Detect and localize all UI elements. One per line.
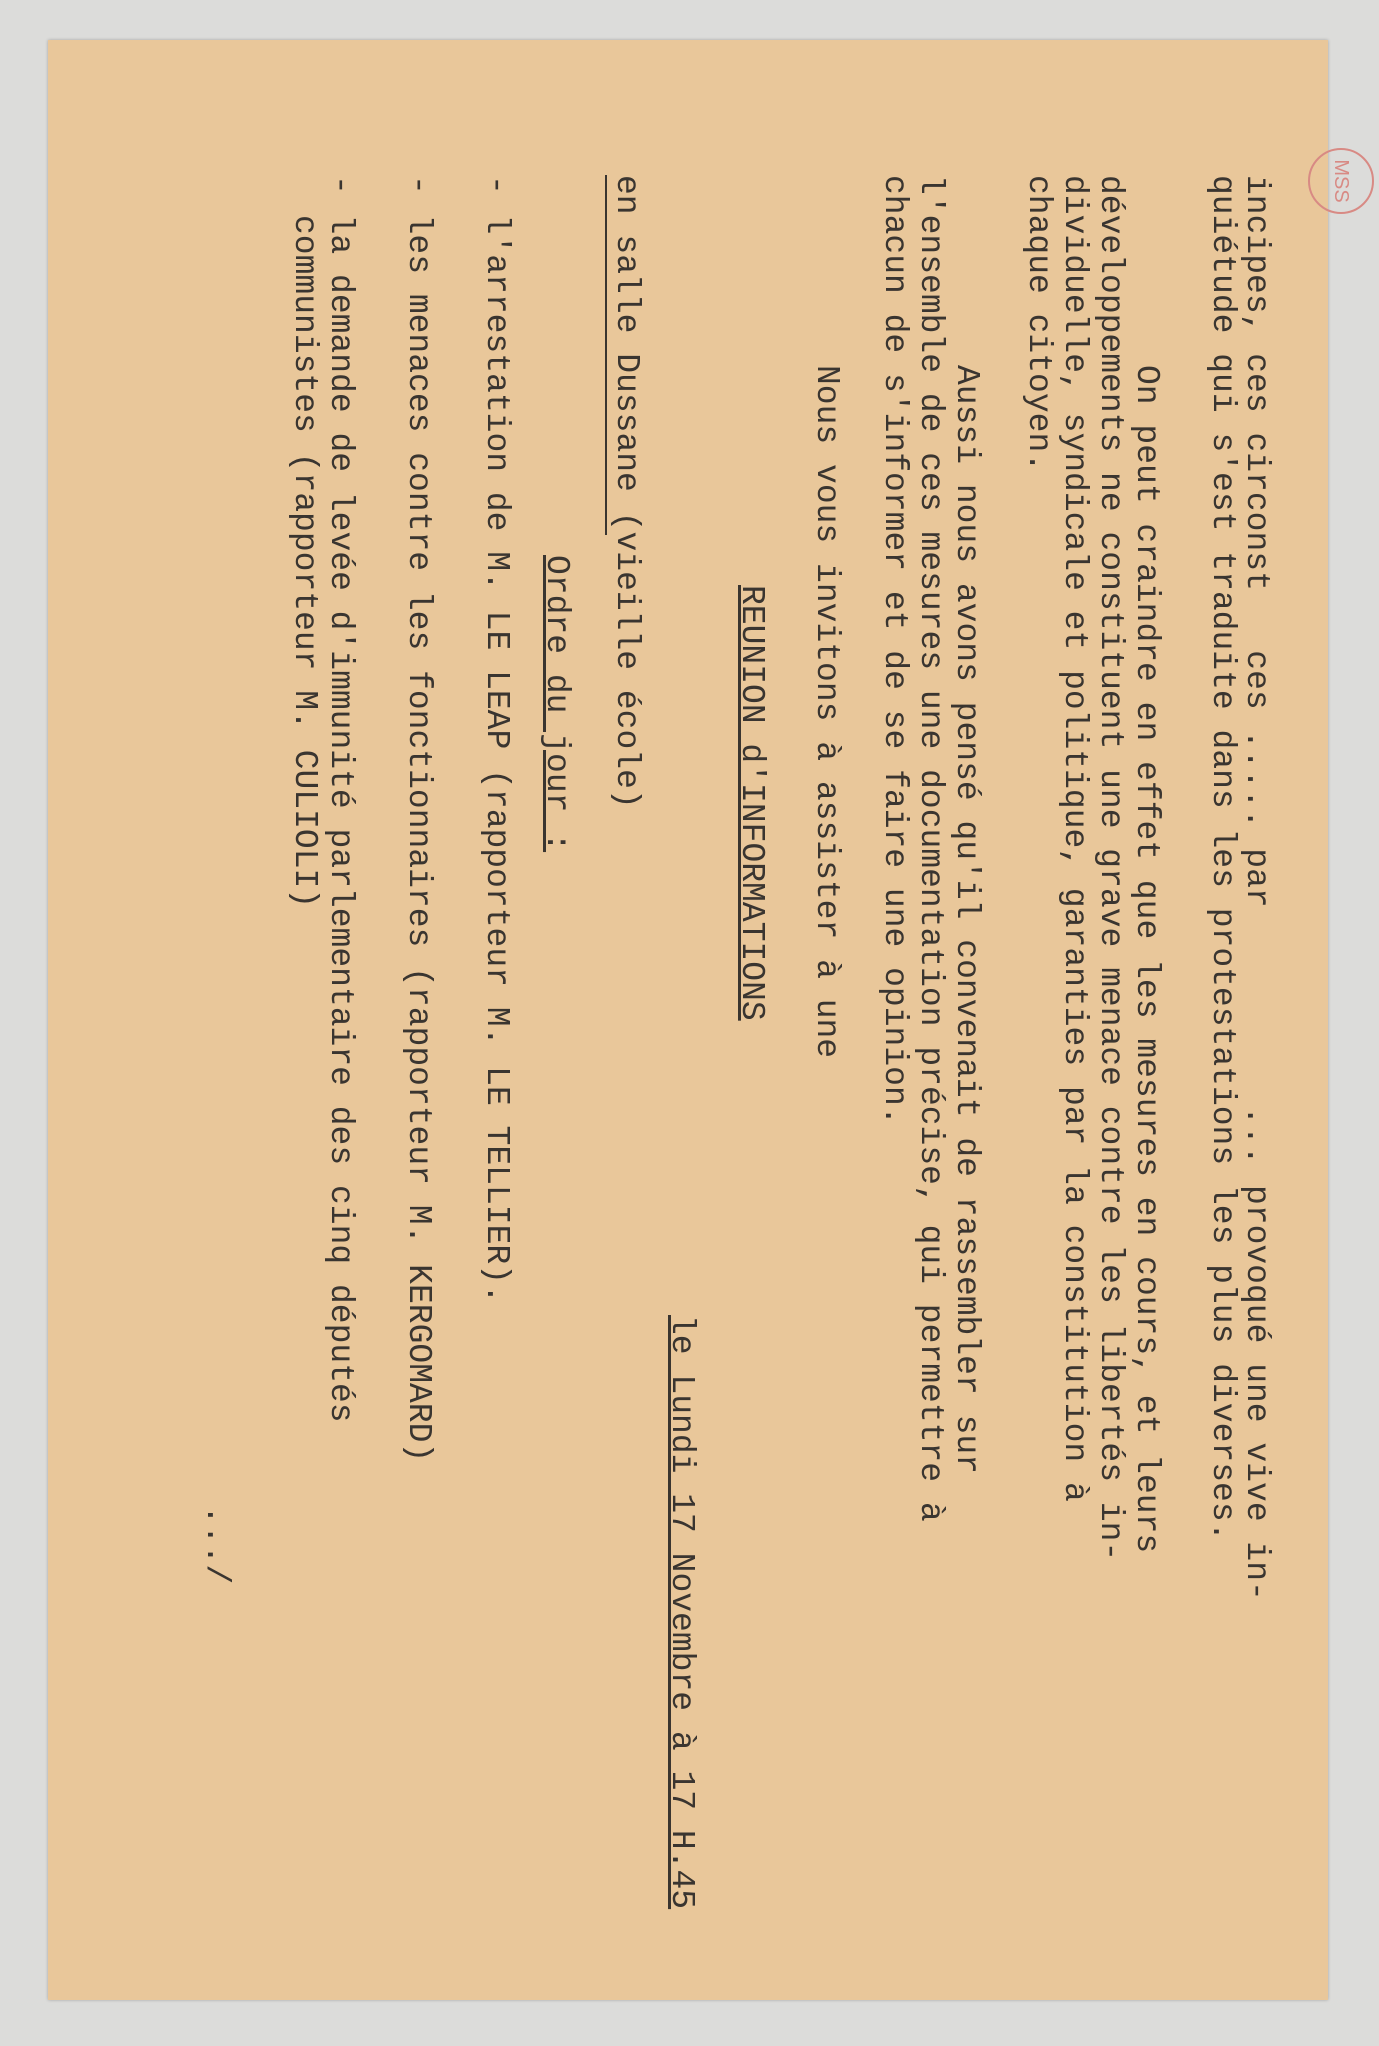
agenda-heading: Ordre du jour : [538, 555, 575, 853]
text-line-6: chaque citoyen. [1020, 175, 1057, 473]
text-line-3: On peut craindre en effet que les mesures en cours, et leurs [1128, 365, 1165, 1554]
text-line-2: quiétude qui s'est traduite dans les protestations les plus diverses. [1204, 175, 1241, 1542]
library-stamp: MSS [1308, 148, 1374, 214]
agenda-item-3-continued: communistes (rapporteur M. CULIOLI) [286, 215, 323, 909]
text-line-5: dividuelle, syndicale et politique, garanties par la constitution à [1056, 175, 1093, 1502]
text-line-9: chacun de s'informer et de se faire une opinion. [876, 175, 913, 1126]
text-line-8: l'ensemble de ces mesures une documentation précise, qui permettre à [912, 175, 949, 1522]
location-underline [605, 175, 607, 535]
text-line-1: incipes, ces circonst ces ..... par ... provoqué une vive in- [1238, 175, 1275, 1601]
meeting-date: le Lundi 17 Novembre à 17 H.45 [663, 1315, 700, 1910]
text-line-invitation: Nous vous invitons à assister à une [808, 365, 845, 1059]
continuation-mark: .../ [198, 1505, 235, 1585]
agenda-item-1: - l'arrestation de M. LE LEAP (rapporteur M. LE TELLIER). [478, 175, 515, 1304]
meeting-location: en salle Dussane (vieille école) [608, 175, 645, 809]
meeting-heading: REUNION d'INFORMATIONS [733, 585, 770, 1021]
text-line-4: développements ne constituent une grave menace contre les libertés in- [1092, 175, 1129, 1562]
agenda-item-3: - la demande de levée d'immunité parlementaire des cinq députés [322, 175, 359, 1423]
agenda-item-2: - les menaces contre les fonctionnaires (rapporteur M. KERGOMARD) [400, 175, 437, 1463]
text-line-7: Aussi nous avons pensé qu'il convenait de rassembler sur [948, 365, 985, 1474]
